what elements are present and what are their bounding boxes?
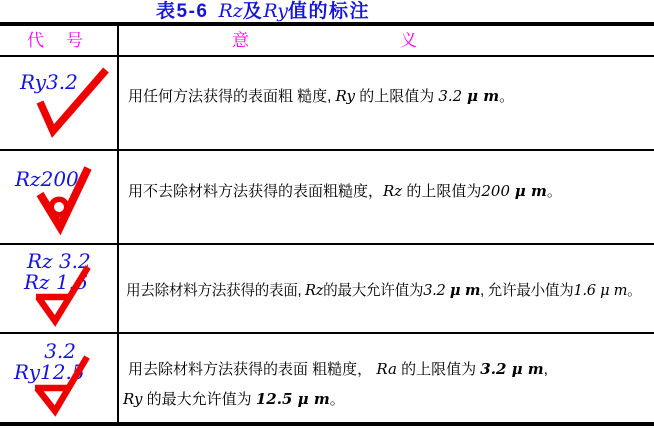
symbol-label-row2: Rz200 (15, 167, 79, 191)
text-segment: Ry (123, 390, 143, 408)
symbol-label-row1: Ry3.2 (20, 70, 78, 94)
text-segment: μ m (449, 282, 481, 299)
header-col-symbol-char1: 代 (27, 31, 44, 50)
check-triangle-icon (0, 333, 117, 421)
text-segment: Ry (335, 87, 356, 105)
title-ry-var: Ry (263, 0, 289, 22)
text-segment: 3.2 (423, 282, 450, 299)
header-col-symbol-char2: 号 (66, 31, 83, 50)
text-segment: 1.6 μ m (573, 282, 628, 299)
text-segment: Rz (383, 182, 403, 200)
check-triangle-icon (0, 244, 117, 331)
text-segment: 用去除材料方法获得的表面 粗糙度， (128, 361, 377, 378)
table-bottom-border (0, 422, 654, 426)
meaning-row2 (128, 181, 562, 202)
column-divider-line (117, 22, 119, 426)
title-text: 表5-6 (156, 1, 209, 22)
header-col-meaning-char2: 义 (400, 31, 417, 50)
title-rz-var: Rz (218, 0, 243, 22)
text-segment: 用去除材料方法获得的表面, (126, 283, 306, 299)
text-segment: μ m (467, 87, 500, 105)
text-segment: 用不去除材料方法获得的表面粗糙度， (128, 183, 384, 200)
meaning-row1 (128, 86, 514, 107)
title-text: 及 (242, 1, 264, 22)
text-segment: Rz (305, 282, 324, 299)
text-segment: μ m (514, 182, 547, 200)
symbol-label-row3-line2: Rz 1.6 (24, 270, 88, 294)
text-segment: 的上限值为 (355, 88, 439, 105)
text-segment: 的最大允许值为 (323, 283, 424, 299)
meaning-row4-line1 (128, 359, 548, 380)
text-segment: 。 (627, 283, 642, 299)
check-circle-icon (0, 151, 117, 243)
header-col-meaning-char1: 意 (232, 31, 249, 50)
text-segment: 的最大允许值为 (142, 391, 256, 408)
text-segment: 的上限值为 (402, 183, 482, 200)
text-segment: 的上限值为 (396, 361, 481, 378)
table-top-border (0, 22, 654, 26)
meaning-row4-line2 (123, 389, 345, 410)
symbol-label-row3-line1: Rz 3.2 (27, 249, 91, 273)
table-title (156, 1, 370, 22)
text-segment: 。 (499, 88, 515, 105)
text-segment: 3.2 (438, 87, 467, 105)
text-segment: 用任何方法获得的表面粗 糙度, (128, 88, 336, 105)
meaning-row3 (126, 281, 641, 301)
text-segment: 3.2 μ m (480, 360, 544, 378)
text-segment: 。 (546, 183, 562, 200)
text-segment: 12.5 μ m (255, 390, 330, 408)
text-segment: , (543, 361, 548, 378)
symbol-label-row4-line1: 3.2 (44, 339, 76, 363)
check-icon (0, 56, 117, 149)
symbol-label-row4-line2: Ry12.5 (14, 360, 85, 384)
text-segment: , 允许最小值为 (480, 283, 574, 299)
title-text: 值的标注 (288, 1, 371, 22)
text-segment: Ra (376, 360, 397, 378)
text-segment: 200 (481, 182, 515, 200)
text-segment: 。 (329, 391, 345, 408)
